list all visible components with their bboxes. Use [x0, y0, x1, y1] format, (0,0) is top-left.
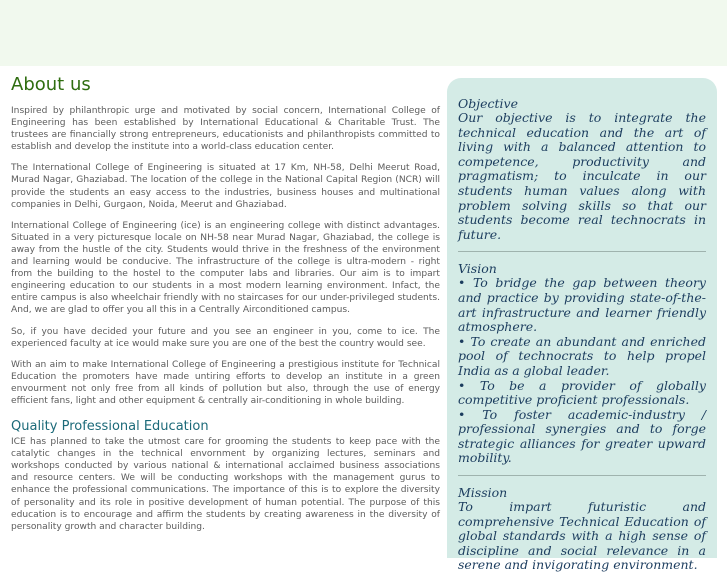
vision-item: • To create an abundant and enriched pool of technocrats to help propel India as a global leader. — [458, 333, 706, 378]
about-paragraph: So, if you have decided your future and you see an engineer in you, come to ice. The experienced faculty at ice would make sure you are one of the best the country would see. — [11, 326, 440, 349]
vision-item: • To foster academic-industry / professional synergies and to forge strategic alliances for greater upward mobility. — [458, 406, 706, 466]
objective-text: Our objective is to integrate the technical education and the art of living with a balanced attention to competence, productivity and pragmatism; to inculcate in our students human values along with problem solving skills so that our students become real technocrats in future. — [458, 110, 706, 242]
vision-block — [458, 261, 706, 466]
vision-item: • To be a provider of globally competitive proficient professionals. — [458, 377, 706, 408]
objective-heading: Objective — [458, 96, 519, 111]
quality-education-heading: Quality Professional Education — [11, 419, 209, 435]
page-title: About us — [11, 74, 91, 95]
about-paragraph: Inspired by philanthropic urge and motivated by social concern, International College of Engineering has been established by International Educational & Charitable Trust. The trustees are financially strong entrepreneurs, educationists and philanthropists committed to establish and develop the institute into a world-class education center. — [11, 106, 440, 153]
quality-education-paragraph: ICE has planned to take the utmost care for grooming the students to keep pace with the catalytic changes in the technical envornment by organizing lectures, seminars and workshops conducted by various national & international acclaimed business associations and resource centers. We will be conducting workshops with the management gurus to enhance the professional communications. The importance of this is to explore the diversity of personality and its role in positive development of human potential. The purpose of this education is to encourage and affirm the students by creating awareness in the diversity of personality growth and character building. — [11, 437, 440, 532]
mission-heading: Mission — [458, 485, 508, 501]
about-paragraph: International College of Engineering (ice) is an engineering college with distinct advantages. Situated in a very picturesque locale on NH-58 near Murad Nagar, Ghaziabad, the college is away from the hustle of the city. Students would thrive in the freshness of the environment and learning would be conducive. The infrastructure of the college is ultra-modern - right from the building to the hostel to the computer labs and libraries. Our aim is to impart engineering education to our students in a most modern learning environment. Infact, the entire campus is also wheelchair friendly with no staircases for our under-privileged students. And, we are glad to offer you all this in a Centrally Airconditioned campus. — [11, 220, 440, 316]
vision-heading: Vision — [458, 261, 497, 277]
about-paragraph: With an aim to make International College of Engineering a prestigious institute for Technical Education the promoters have made untiring efforts to develop an institute in a green envourment not only free from all kinds of pollution but also, through the use of energy efficient fans, light and other equipment & centrally air-conditioning in whole building. — [11, 359, 440, 406]
main-content — [11, 74, 440, 542]
sidebar-panel — [447, 78, 717, 573]
mission-block — [458, 485, 706, 573]
about-paragraph: The International College of Engineering is situated at 17 Km, NH-58, Delhi Meerut Road, Murad Nagar, Ghaziabad. The location of the college in the National Capital Region (NCR) will provide the students an easy access to the industries, business houses and multinational companies in Delhi, Gurgaon, Noida, Meerut and Ghaziabad. — [11, 163, 440, 210]
objective-block — [458, 96, 706, 242]
sidebar-divider — [458, 475, 706, 476]
mission-text: To impart futuristic and comprehensive Technical Education of global standards with a high sense of discipline and social relevance in a serene and invigorating environment. — [458, 499, 706, 573]
sidebar-divider — [458, 251, 706, 252]
header-band — [0, 0, 727, 66]
vision-item: • To bridge the gap between theory and practice by providing state-of-the-art infrastructure and learner friendly atmosphere. — [458, 275, 706, 335]
